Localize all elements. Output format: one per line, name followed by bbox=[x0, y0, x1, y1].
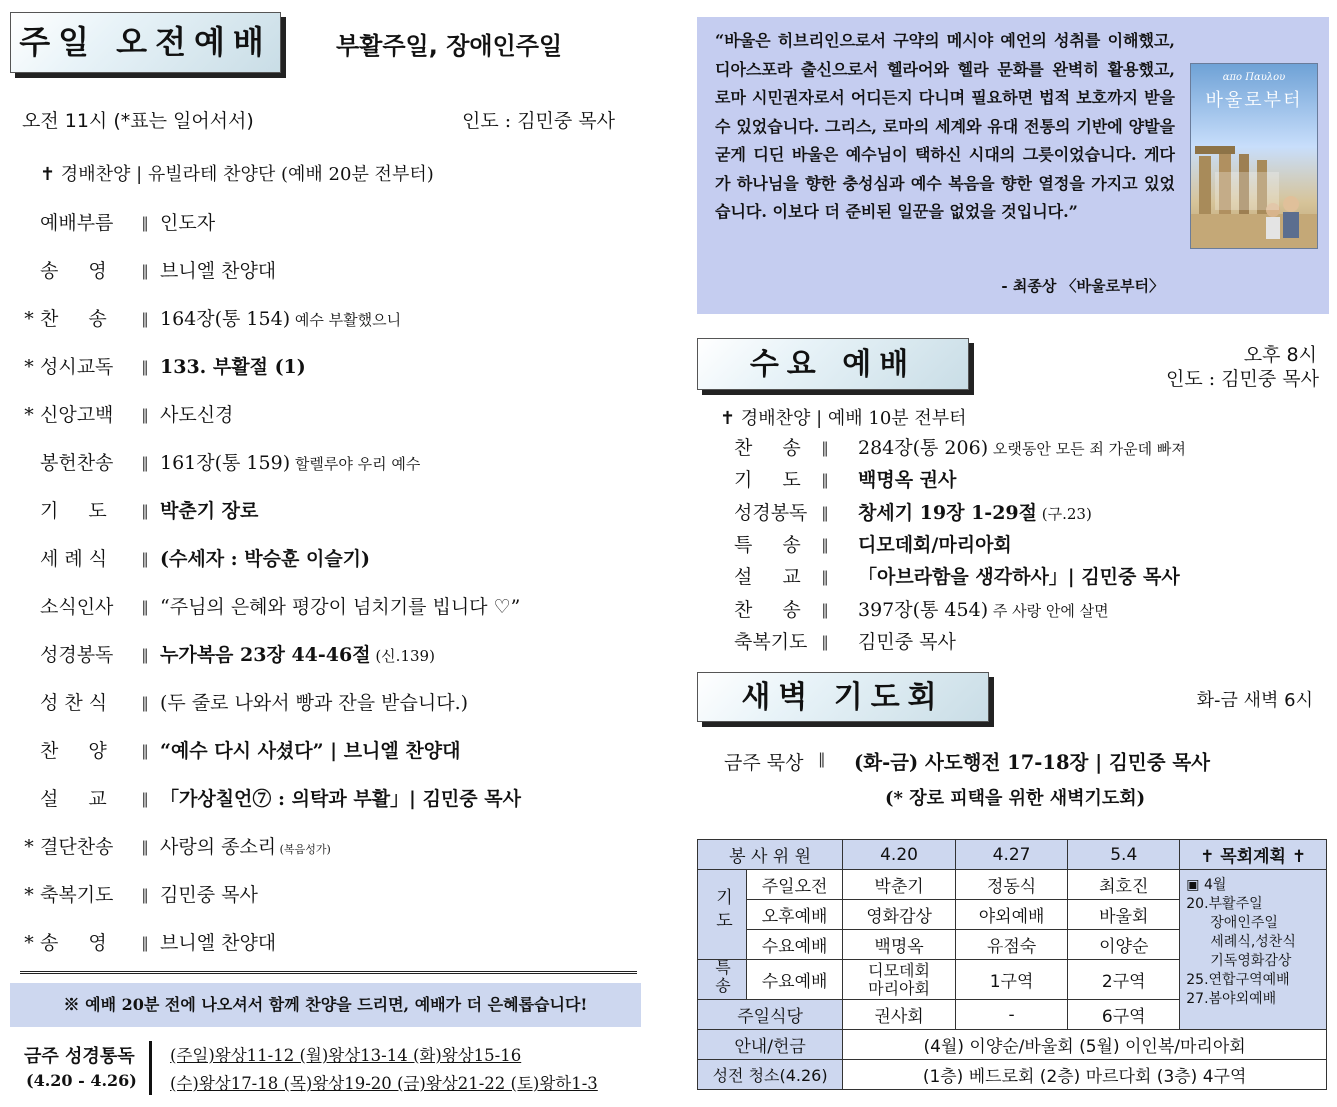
order-value-text: 161장(통 159) bbox=[160, 452, 291, 474]
sunday-prelude: ✝ 경배찬양 | 유빌라테 찬양단 (예배 20분 전부터) bbox=[40, 164, 434, 185]
order-label: 찬 양 bbox=[40, 740, 119, 762]
row-name-cell: 오후예배 bbox=[747, 900, 843, 930]
order-value bbox=[858, 432, 1186, 465]
table-cell: 영화감상 bbox=[843, 900, 956, 930]
separator: ‖ bbox=[141, 838, 149, 856]
table-cell bbox=[843, 960, 956, 1000]
table-cell: 정동식 bbox=[955, 870, 1067, 900]
plan-line: ▣ 4월 bbox=[1186, 877, 1227, 893]
order-label: 찬 송 bbox=[40, 308, 119, 330]
sunday-subtitle: 부활주일, 장애인주일 bbox=[336, 32, 563, 60]
order-value-text: 브니엘 찬양대 bbox=[160, 260, 277, 282]
order-value bbox=[160, 494, 258, 528]
divider bbox=[20, 971, 637, 974]
order-label: 신앙고백 bbox=[40, 404, 114, 426]
wednesday-prelude: ✝ 경배찬양 | 예배 10분 전부터 bbox=[720, 408, 967, 429]
order-value-text: 브니엘 찬양대 bbox=[160, 932, 277, 954]
order-value-text: 「가상칠언⑦ : 의탁과 부활」| 김민중 목사 bbox=[160, 788, 521, 810]
separator: ‖ bbox=[141, 358, 149, 376]
table-cell: 최호진 bbox=[1068, 870, 1180, 900]
order-value bbox=[160, 926, 276, 960]
standing-marker: * bbox=[24, 308, 34, 330]
order-value bbox=[858, 529, 1012, 561]
table-cell: 바울회 bbox=[1068, 900, 1180, 930]
order-value-text: 「아브라함을 생각하사」| 김민중 목사 bbox=[858, 566, 1180, 589]
quote-text: “바울은 히브리인으로서 구약의 메시야 예언의 성취를 이해했고, 디아스포라 출신으로서 헬라어와 헬라 문화를 완벽히 활용했고, 로마 시민권자로서 어디든지 다니며 필요하면 법적 보호까지 받을 수 있었습니다. 그리스, 로마의 세계와 유대 전통의 기반에 양발을 굳게 디딘 바울은 예수님이 택하신 시대의 그릇이었습니다. 게다가 하나님을 향한 충성심과 예수 복음을 향한 열정을 가지고 있었습니다. 이보다 더 준비된 일꾼을 없었을 것입니다.” bbox=[715, 31, 1175, 221]
plan-line: 25.연합구역예배 bbox=[1186, 972, 1290, 988]
separator: ‖ bbox=[141, 694, 149, 712]
order-value-text: (수세자 : 박승훈 이슬기) bbox=[160, 548, 371, 570]
order-value bbox=[160, 830, 331, 867]
order-label: 기 도 bbox=[40, 500, 119, 522]
separator: ‖ bbox=[141, 646, 149, 664]
table-cell: 백명옥 bbox=[843, 930, 956, 960]
sunday-service-header bbox=[10, 12, 281, 73]
order-label: 예배부름 bbox=[40, 212, 114, 234]
order-value bbox=[858, 497, 1092, 530]
separator: ‖ bbox=[141, 262, 149, 280]
order-value bbox=[160, 878, 258, 912]
table-header-cell: 5.4 bbox=[1068, 840, 1180, 870]
order-label: 세 례 식 bbox=[40, 548, 108, 570]
order-note: (복음성가) bbox=[276, 843, 331, 856]
order-value-text: “주님의 은혜와 평강이 넘치기를 빕니다 ♡” bbox=[160, 596, 521, 618]
order-value bbox=[160, 542, 370, 576]
prayer-group-cell bbox=[698, 870, 747, 960]
table-row bbox=[698, 870, 1327, 900]
order-value bbox=[160, 302, 401, 337]
table-cell: 이양순 bbox=[1068, 930, 1180, 960]
order-value-text: 김민중 목사 bbox=[160, 884, 258, 906]
row-name-cell: 주일식당 bbox=[698, 1000, 843, 1030]
plan-cell bbox=[1180, 870, 1327, 1030]
order-label: 찬 송 bbox=[734, 437, 813, 459]
table-header-cell: 4.20 bbox=[843, 840, 956, 870]
order-value bbox=[160, 590, 520, 624]
standing-marker: * bbox=[24, 932, 34, 954]
order-value bbox=[160, 446, 420, 481]
table-cell: 권사회 bbox=[843, 1000, 956, 1030]
table-header-cell: 봉 사 위 원 bbox=[698, 840, 843, 870]
order-label: 특 송 bbox=[734, 533, 813, 556]
bible-reading-line1: (주일)왕상11-12 (월)왕상13-14 (화)왕상15-16 bbox=[170, 1046, 522, 1065]
sunday-leader: 인도 : 김민중 목사 bbox=[462, 110, 615, 132]
row-name-cell: 수요예배 bbox=[747, 930, 843, 960]
book-greek-title: απο Παυλου bbox=[1222, 72, 1286, 83]
order-label: 성 찬 식 bbox=[40, 692, 108, 714]
order-value-text: 사랑의 종소리 bbox=[160, 836, 277, 858]
separator: ‖ bbox=[141, 790, 149, 808]
book-ruins-illustration bbox=[1191, 64, 1318, 249]
plan-line: 27.봄야외예배 bbox=[1186, 991, 1277, 1007]
order-value-text: 박춘기 장로 bbox=[160, 500, 259, 522]
book-cover-image bbox=[1190, 63, 1318, 249]
table-cell: 2구역 bbox=[1068, 960, 1180, 1000]
order-label: 결단찬송 bbox=[40, 836, 114, 858]
table-cell-text: 디모데회 마리아회 bbox=[868, 960, 930, 998]
order-value bbox=[160, 638, 435, 673]
standing-marker: * bbox=[24, 404, 34, 426]
separator: ‖ bbox=[141, 454, 149, 472]
sunday-service-title: 주일 오전예배 bbox=[19, 23, 272, 61]
order-label: 송 영 bbox=[40, 260, 119, 282]
order-value bbox=[858, 626, 956, 658]
table-cell: 1구역 bbox=[955, 960, 1067, 1000]
quote-box bbox=[697, 17, 1329, 314]
order-label: 설 교 bbox=[734, 566, 813, 589]
table-row bbox=[698, 1030, 1327, 1060]
row-name-cell: 안내/헌금 bbox=[698, 1030, 843, 1060]
bible-reading-dates: (4.20 - 4.26) bbox=[26, 1071, 137, 1090]
table-cell: (1층) 베드로회 (2층) 마르다회 (3층) 4구역 bbox=[843, 1060, 1327, 1090]
dawn-separator: ‖ bbox=[818, 750, 826, 768]
separator: ‖ bbox=[141, 742, 149, 760]
order-value-text: 397장(통 454) bbox=[858, 598, 989, 621]
order-value-text: 인도자 bbox=[160, 212, 216, 234]
order-value-text: 김민중 목사 bbox=[858, 630, 956, 653]
order-value bbox=[160, 782, 521, 816]
order-value bbox=[160, 206, 215, 240]
order-value-text: 디모데회/마리아회 bbox=[858, 533, 1012, 556]
table-row bbox=[698, 1060, 1327, 1090]
separator: ‖ bbox=[141, 502, 149, 520]
order-note: (신.139) bbox=[370, 647, 435, 665]
table-cell: 6구역 bbox=[1068, 1000, 1180, 1030]
order-value-text: 백명옥 권사 bbox=[858, 469, 957, 492]
bible-reading-bar bbox=[149, 1041, 152, 1095]
row-name-cell: 성전 청소(4.26) bbox=[698, 1060, 843, 1090]
separator: ‖ bbox=[821, 471, 829, 490]
plan-line: 세례식,성찬식 bbox=[1210, 934, 1296, 950]
order-note: 예수 부활했으니 bbox=[290, 311, 402, 329]
order-value-text: (두 줄로 나와서 빵과 잔을 받습니다.) bbox=[160, 692, 469, 714]
order-note: 주 사랑 안에 살면 bbox=[988, 601, 1109, 620]
bible-reading-line2: (수)왕상17-18 (목)왕상19-20 (금)왕상21-22 (토)왕하1-3 bbox=[170, 1074, 598, 1093]
dawn-meditation-label: 금주 묵상 bbox=[724, 752, 804, 774]
order-value bbox=[160, 734, 460, 768]
quote-author: - 최종상 〈바울로부터〉 bbox=[1001, 277, 1164, 295]
wednesday-service-title: 수요 예배 bbox=[749, 347, 917, 382]
order-label: 송 영 bbox=[40, 932, 119, 954]
order-value bbox=[160, 254, 276, 288]
table-cell: - bbox=[955, 1000, 1067, 1030]
separator: ‖ bbox=[821, 503, 829, 522]
special-group-cell bbox=[698, 960, 747, 1000]
order-label: 소식인사 bbox=[40, 596, 114, 618]
order-note: 할렐루야 우리 예수 bbox=[290, 455, 421, 473]
dawn-prayer-title: 새벽 기도회 bbox=[741, 680, 945, 715]
order-value-text: 164장(통 154) bbox=[160, 308, 291, 330]
order-value-text: 사도신경 bbox=[160, 404, 234, 426]
service-committee-table bbox=[697, 839, 1327, 1090]
row-name-cell: 주일오전 bbox=[747, 870, 843, 900]
sunday-notice bbox=[10, 983, 641, 1027]
order-label: 성경봉독 bbox=[734, 501, 808, 524]
order-label: 찬 송 bbox=[734, 598, 813, 621]
separator: ‖ bbox=[141, 598, 149, 616]
table-header-row bbox=[698, 840, 1327, 870]
separator: ‖ bbox=[821, 568, 829, 587]
standing-marker: * bbox=[24, 836, 34, 858]
special-group-label: 특송 bbox=[712, 959, 732, 995]
wednesday-leader: 인도 : 김민중 목사 bbox=[1166, 368, 1319, 390]
order-value-text: 133. 부활절 (1) bbox=[160, 356, 306, 378]
dawn-time: 화-금 새벽 6시 bbox=[1196, 690, 1313, 711]
table-cell: 박춘기 bbox=[843, 870, 956, 900]
sunday-notice-text: ※ 예배 20분 전에 나오셔서 함께 찬양을 드리면, 예배가 더 은혜롭습니다! bbox=[63, 995, 588, 1014]
order-value-text: 창세기 19장 1-29절 bbox=[858, 501, 1037, 524]
order-value bbox=[858, 561, 1180, 593]
separator: ‖ bbox=[141, 310, 149, 328]
separator: ‖ bbox=[141, 214, 149, 232]
order-value-text: 284장(통 206) bbox=[858, 437, 989, 459]
separator: ‖ bbox=[821, 439, 829, 457]
plan-line: 20.부활주일 bbox=[1186, 896, 1263, 912]
order-label: 설 교 bbox=[40, 788, 119, 810]
plan-line: 기독영화감상 bbox=[1210, 953, 1292, 969]
order-label: 기 도 bbox=[734, 469, 813, 492]
prayer-group-label: 기도 bbox=[712, 888, 732, 934]
plan-header-cell: ✝ 목회계획 ✝ bbox=[1180, 840, 1327, 870]
order-value-text: “예수 다시 사셨다” | 브니엘 찬양대 bbox=[160, 740, 461, 762]
table-cell: 유점숙 bbox=[955, 930, 1067, 960]
order-label: 축복기도 bbox=[734, 630, 808, 653]
dawn-meditation-value: (화-금) 사도행전 17-18장 | 김민중 목사 bbox=[854, 751, 1210, 774]
row-name-cell: 수요예배 bbox=[747, 960, 843, 1000]
separator: ‖ bbox=[821, 632, 829, 651]
wednesday-service-header bbox=[697, 338, 969, 390]
order-value-text: 누가복음 23장 44-46절 bbox=[160, 644, 371, 666]
order-value bbox=[160, 398, 233, 432]
separator: ‖ bbox=[141, 550, 149, 568]
order-value bbox=[858, 594, 1109, 627]
order-value bbox=[160, 350, 306, 384]
separator: ‖ bbox=[141, 886, 149, 904]
plan-line: 장애인주일 bbox=[1210, 915, 1278, 931]
order-value bbox=[160, 686, 468, 720]
order-value bbox=[858, 464, 956, 496]
order-label: 성시교독 bbox=[40, 356, 114, 378]
wednesday-time: 오후 8시 bbox=[1243, 344, 1317, 366]
separator: ‖ bbox=[141, 406, 149, 424]
dawn-prayer-header bbox=[697, 672, 989, 722]
order-note: (구.23) bbox=[1037, 504, 1092, 523]
sunday-time: 오전 11시 (*표는 일어서서) bbox=[22, 110, 254, 132]
order-note: 오랫동안 모든 죄 가운데 빠져 bbox=[988, 440, 1186, 458]
dawn-note: (* 장로 피택을 위한 새벽기도회) bbox=[885, 788, 1146, 809]
order-label: 축복기도 bbox=[40, 884, 114, 906]
standing-marker: * bbox=[24, 356, 34, 378]
standing-marker: * bbox=[24, 884, 34, 906]
order-label: 봉헌찬송 bbox=[40, 452, 114, 474]
bible-reading-title: 금주 성경통독 bbox=[24, 1046, 135, 1067]
order-label: 성경봉독 bbox=[40, 644, 114, 666]
separator: ‖ bbox=[821, 535, 829, 554]
table-cell: (4월) 이양순/바울회 (5월) 이인복/마리아회 bbox=[843, 1030, 1327, 1060]
table-header-cell: 4.27 bbox=[955, 840, 1067, 870]
table-cell: 야외예배 bbox=[955, 900, 1067, 930]
separator: ‖ bbox=[141, 934, 149, 952]
book-title: 바울로부터 bbox=[1205, 90, 1303, 111]
separator: ‖ bbox=[821, 600, 829, 619]
